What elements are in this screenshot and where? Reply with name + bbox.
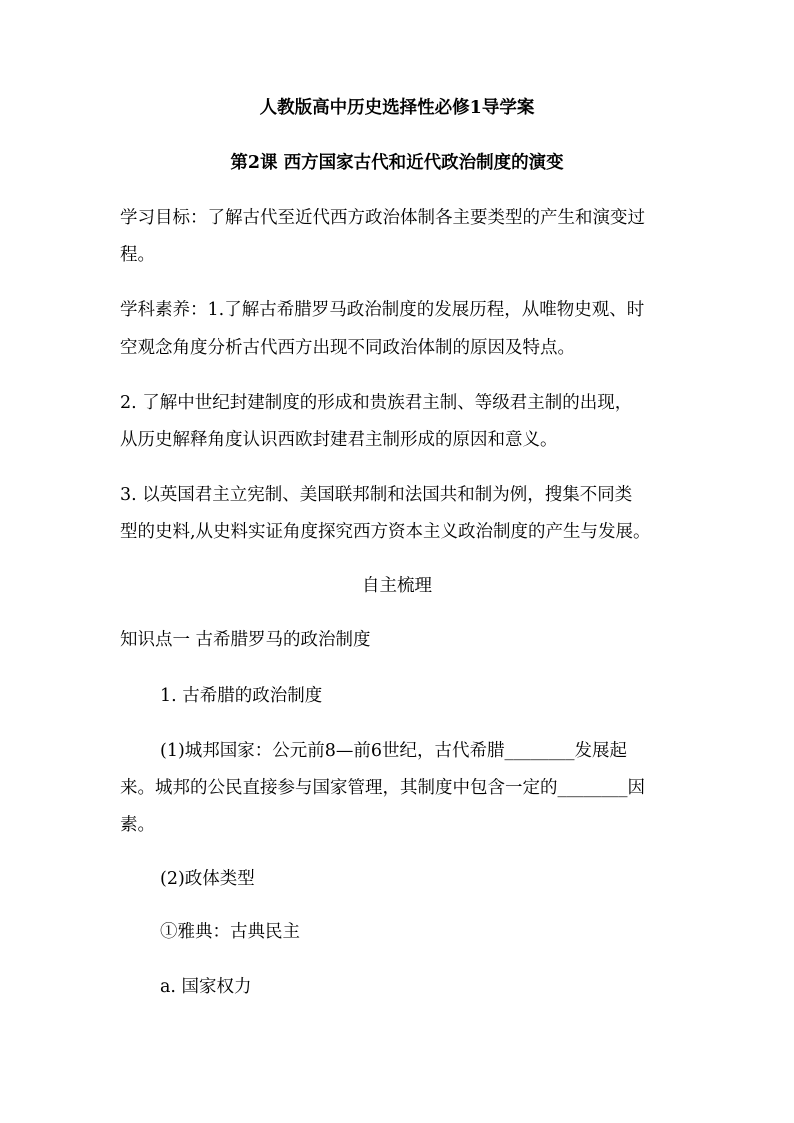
learning-objective-line-2: 程。	[120, 245, 155, 265]
literacy-point-2-line-1: 2. 了解中世纪封建制度的形成和贵族君主制、等级君主制的出现，	[120, 393, 633, 413]
literacy-point-2-line-2: 从历史解释角度认识西欧封建君主制形成的原因和意义。	[120, 430, 558, 450]
polity-types-heading: (2)政体类型	[160, 869, 255, 889]
athens-heading: ①雅典：古典民主	[160, 922, 300, 942]
city-state-line-3: 素。	[120, 815, 155, 835]
city-state-line-2: 来。城邦的公民直接参与国家管理，其制度中包含一定的________因	[120, 778, 645, 798]
lesson-title: 第2课 西方国家古代和近代政治制度的演变	[230, 153, 564, 173]
section-heading: 自主梳理	[362, 576, 432, 596]
item-1-heading: 1. 古希腊的政治制度	[160, 686, 323, 706]
subject-literacy-line-1: 学科素养：1.了解古希腊罗马政治制度的发展历程，从唯物史观、时	[120, 300, 645, 320]
state-power-heading: a. 国家权力	[160, 977, 252, 997]
city-state-line-1: (1)城邦国家：公元前8—前6世纪，古代希腊________发展起	[160, 741, 628, 761]
subject-literacy-line-2: 空观念角度分析古代西方出现不同政治体制的原因及特点。	[120, 338, 575, 358]
literacy-point-3-line-2: 型的史料,从史料实证角度探究西方资本主义政治制度的产生与发展。	[120, 522, 651, 542]
learning-objective-line-1: 学习目标：了解古代至近代西方政治体制各主要类型的产生和演变过	[120, 208, 645, 228]
knowledge-point-heading: 知识点一 古希腊罗马的政治制度	[120, 630, 371, 650]
document-title: 人教版高中历史选择性必修1导学案	[259, 98, 535, 118]
literacy-point-3-line-1: 3. 以英国君主立宪制、美国联邦制和法国共和制为例，搜集不同类	[120, 485, 633, 505]
